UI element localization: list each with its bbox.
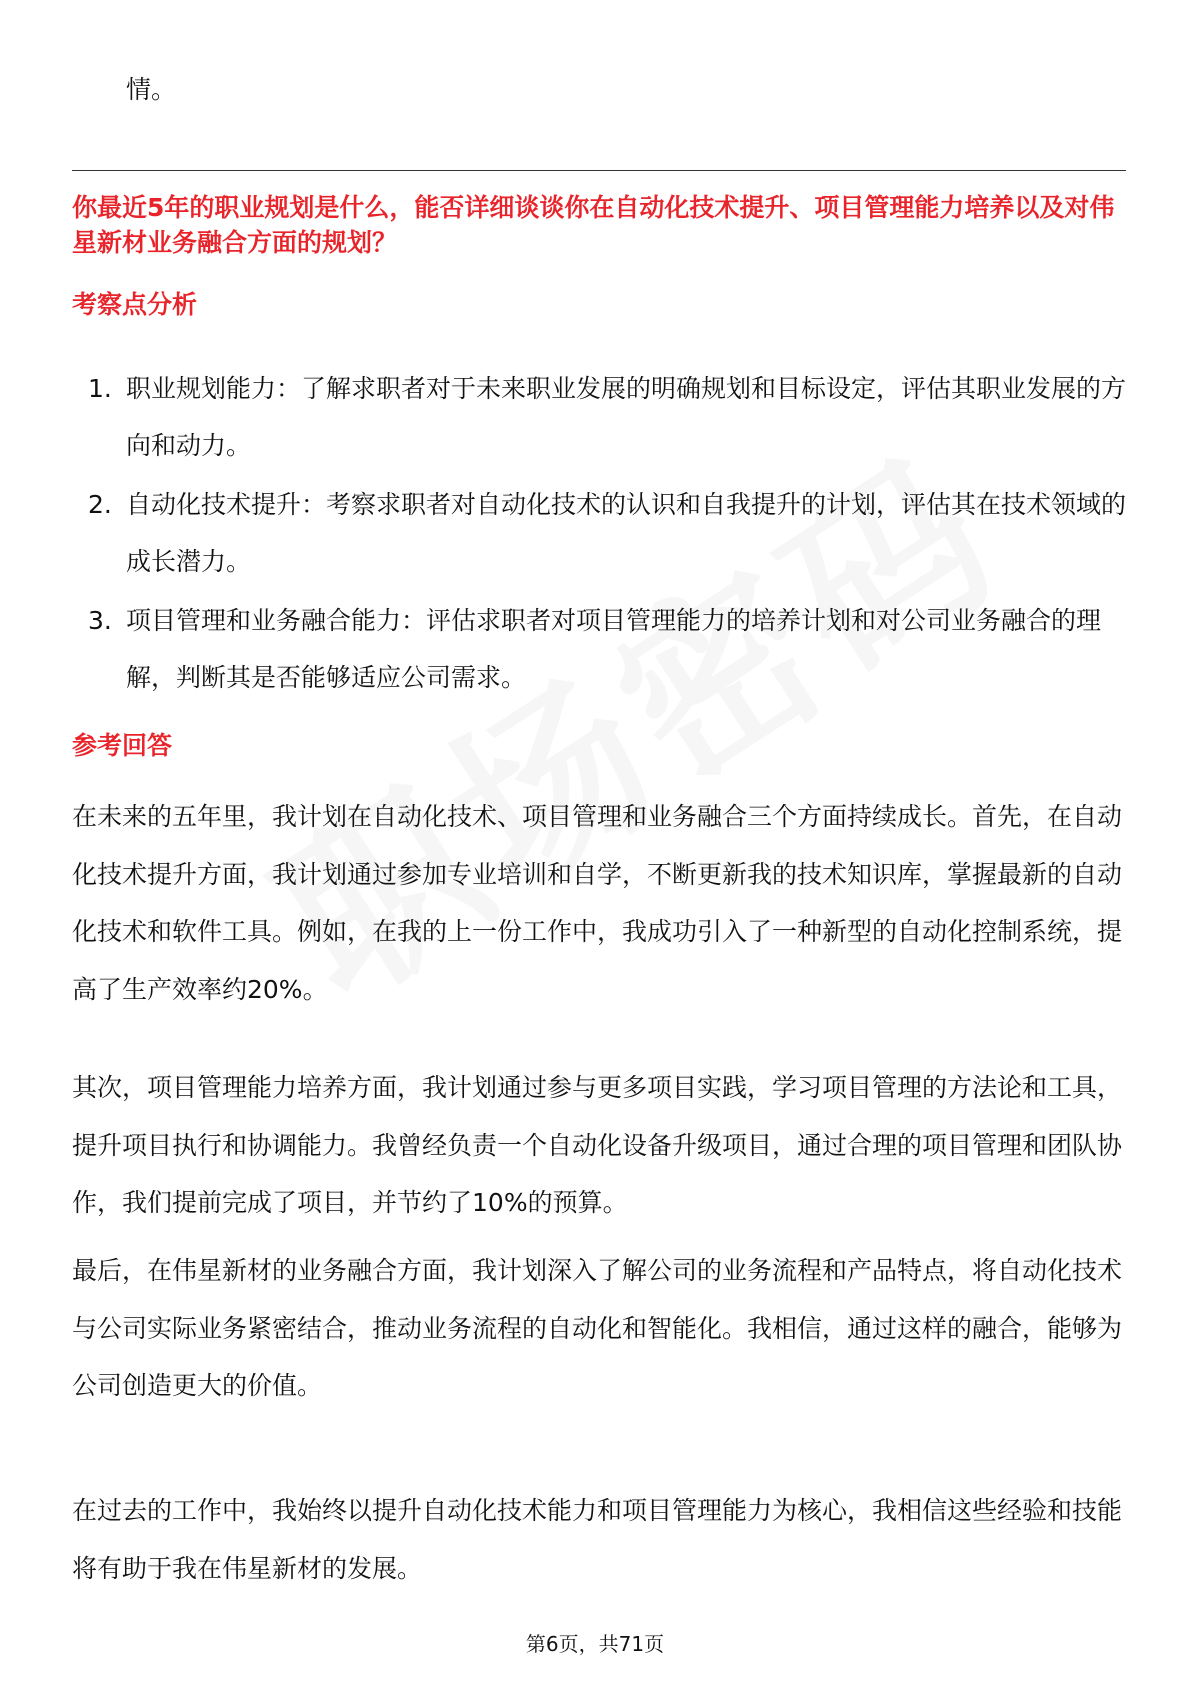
answer-title: 参考回答 <box>72 731 173 760</box>
answer-paragraph: 最后，在伟星新材的业务融合方面，我计划深入了解公司的业务流程和产品特点，将自动化技术与公司实际业务紧密结合，推动业务流程的自动化和智能化。我相信，通过这样的融合，能够为公司创造更大的价值。 <box>72 1256 1123 1400</box>
list-item <box>72 476 1132 590</box>
list-number: 2. <box>88 490 112 519</box>
analysis-list <box>72 360 1132 708</box>
section-divider <box>72 170 1126 171</box>
answer-paragraph: 在未来的五年里，我计划在自动化技术、项目管理和业务融合三个方面持续成长。首先，在自动化技术提升方面，我计划通过参加专业培训和自学，不断更新我的技术知识库，掌握最新的自动化技术和软件工具。例如，在我的上一份工作中，我成功引入了一种新型的自动化控制系统，提高了生产效率约20%。 <box>72 802 1123 1004</box>
list-item <box>72 360 1132 474</box>
analysis-title: 考察点分析 <box>72 290 198 319</box>
list-number: 3. <box>88 606 112 635</box>
answer-paragraph: 其次，项目管理能力培养方面，我计划通过参与更多项目实践，学习项目管理的方法论和工具，提升项目执行和协调能力。我曾经负责一个自动化设备升级项目，通过合理的项目管理和团队协作，我们提前完成了项目，并节约了10%的预算。 <box>72 1073 1123 1217</box>
question-heading: 你最近5年的职业规划是什么，能否详细谈谈你在自动化技术提升、项目管理能力培养以及对伟星新材业务融合方面的规划？ <box>72 193 1115 257</box>
list-item-text: 职业规划能力：了解求职者对于未来职业发展的明确规划和目标设定，评估其职业发展的方向和动力。 <box>126 374 1127 460</box>
list-item-text: 自动化技术提升：考察求职者对自动化技术的认识和自我提升的计划，评估其在技术领域的成长潜力。 <box>126 490 1127 576</box>
page-footer: 第6页，共71页 <box>525 1632 665 1656</box>
list-item <box>72 592 1132 706</box>
continuation-text: 情。 <box>126 75 177 104</box>
list-item-text: 项目管理和业务融合能力：评估求职者对项目管理能力的培养计划和对公司业务融合的理解，判断其是否能够适应公司需求。 <box>126 606 1102 692</box>
list-number: 1. <box>88 374 112 403</box>
answer-paragraph: 在过去的工作中，我始终以提升自动化技术能力和项目管理能力为核心，我相信这些经验和技能将有助于我在伟星新材的发展。 <box>72 1496 1123 1583</box>
